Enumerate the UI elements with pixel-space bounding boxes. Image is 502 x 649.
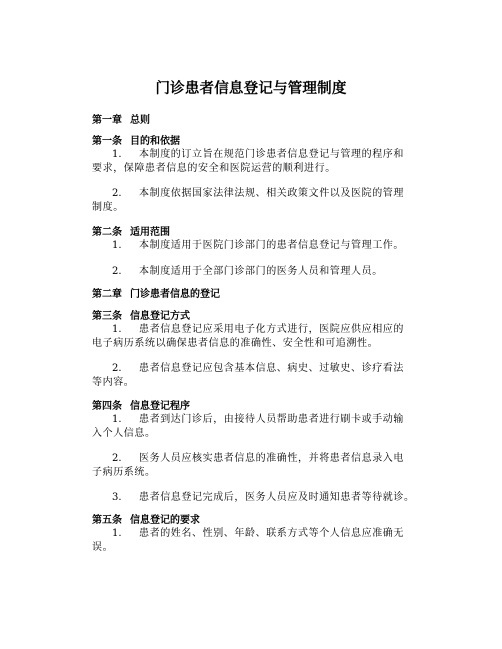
clause-text: 患者的姓名、性别、年龄、联系方式等个人信息应准确无 xyxy=(139,528,404,539)
clause-line: 入个人信息。 xyxy=(92,428,156,439)
article-name: 信息登记程序 xyxy=(130,401,190,412)
clause-line xyxy=(112,359,404,374)
clause-text: 本制度适用于医院门诊部门的患者信息登记与管理工作。 xyxy=(139,240,404,251)
clause-line: 子病历系统。 xyxy=(92,467,156,478)
article-name: 信息登记的要求 xyxy=(130,515,200,526)
chapter-name: 总则 xyxy=(130,115,150,126)
clause-line xyxy=(112,262,383,277)
clause-line: 电子病历系统以确保患者信息的准确性、安全性和可追溯性。 xyxy=(92,338,379,349)
clause-line xyxy=(112,320,404,335)
clause-text: 医务人员应核实患者信息的准确性，并将患者信息录入电 xyxy=(139,453,404,464)
clause-number: 1. xyxy=(112,414,122,425)
clause-number: 3. xyxy=(112,492,122,503)
clause-line xyxy=(112,488,415,503)
article-number: 第四条 xyxy=(92,401,122,412)
article-number: 第二条 xyxy=(92,227,122,238)
clause-number: 1. xyxy=(112,240,122,251)
clause-text: 患者信息登记应采用电子化方式进行，医院应供应相应的 xyxy=(139,324,404,335)
chapter-heading xyxy=(92,285,220,300)
chapter-number: 第一章 xyxy=(92,115,122,126)
article-number: 第一条 xyxy=(92,136,122,147)
clause-line xyxy=(112,184,404,199)
clause-text: 患者信息登记应包含基本信息、病史、过敏史、诊疗看法 xyxy=(139,363,404,374)
clause-line: 误。 xyxy=(92,542,114,553)
clause-number: 1. xyxy=(112,149,122,160)
article-name: 目的和依据 xyxy=(130,136,180,147)
clause-text: 本制度的订立旨在规范门诊患者信息登记与管理的程序和 xyxy=(139,149,404,160)
clause-text: 本制度依据国家法律法规、相关政策文件以及医院的管理 xyxy=(139,188,404,199)
clause-text: 患者信息登记完成后，医务人员应及时通知患者等待就诊。 xyxy=(139,492,415,503)
clause-line: 要求，保障患者信息的安全和医院运营的顺利进行。 xyxy=(92,163,336,174)
clause-number: 2. xyxy=(112,363,122,374)
chapter-heading xyxy=(92,111,150,126)
clause-text: 患者到达门诊后，由接待人员帮助患者进行刷卡或手动输 xyxy=(139,414,404,425)
article-number: 第三条 xyxy=(92,311,122,322)
clause-line xyxy=(112,449,404,464)
article-number: 第五条 xyxy=(92,515,122,526)
clause-line xyxy=(112,236,404,251)
clause-number: 1. xyxy=(112,528,122,539)
clause-line: 制度。 xyxy=(92,202,124,213)
article-name: 适用范围 xyxy=(130,227,170,238)
document-title: 门诊患者信息登记与管理制度 xyxy=(155,80,347,97)
clause-number: 2. xyxy=(112,188,122,199)
clause-text: 本制度适用于全部门诊部门的医务人员和管理人员。 xyxy=(139,266,383,277)
clause-number: 2. xyxy=(112,453,122,464)
clause-number: 1. xyxy=(112,324,122,335)
clause-line xyxy=(112,524,404,539)
chapter-number: 第二章 xyxy=(92,289,122,300)
clause-line: 等内容。 xyxy=(92,377,135,388)
chapter-name: 门诊患者信息的登记 xyxy=(130,289,220,300)
clause-line xyxy=(112,410,404,425)
clause-line xyxy=(112,145,404,160)
article-name: 信息登记方式 xyxy=(130,311,190,322)
clause-number: 2. xyxy=(112,266,122,277)
